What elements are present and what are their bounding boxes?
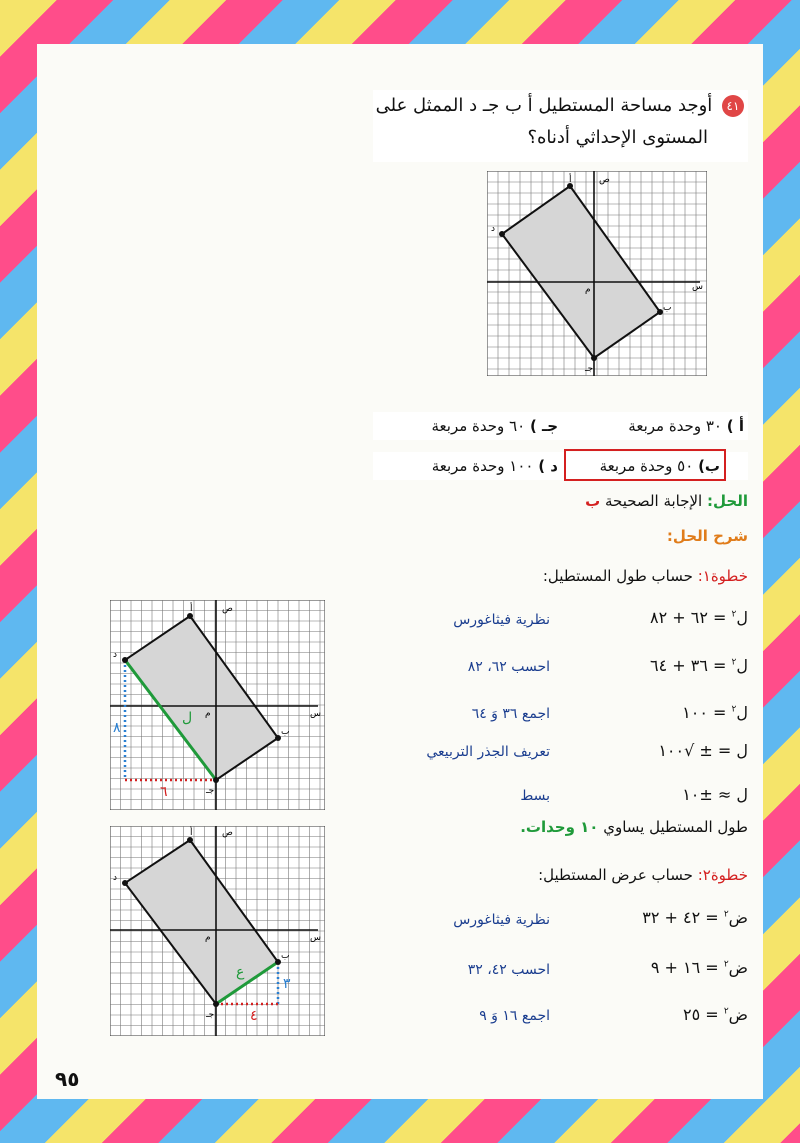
- step2-label: خطوة٢:: [697, 866, 748, 884]
- step1-heading: [543, 567, 748, 585]
- step1-reason1: نظرية فيثاغورس: [453, 612, 550, 628]
- step2-title: حساب عرض المستطيل:: [538, 866, 693, 884]
- label-x-axis: س: [692, 282, 703, 292]
- length-label: ل: [182, 710, 193, 726]
- option-j-letter: جـ ): [529, 417, 558, 435]
- step1-label: خطوة١:: [697, 567, 748, 585]
- svg-text:س: س: [310, 933, 321, 943]
- option-b-text: ٥٠ وحدة مربعة: [599, 457, 694, 475]
- solution-answer: ب: [585, 492, 601, 510]
- solution-label: الحل:: [707, 492, 748, 510]
- option-a[interactable]: [628, 412, 744, 440]
- option-d-text: ١٠٠ وحدة مربعة: [431, 457, 534, 475]
- page-number: ٩٥: [55, 1067, 80, 1091]
- solution-line: [585, 492, 748, 510]
- svg-text:جـ: جـ: [206, 786, 215, 796]
- step2-reason1: نظرية فيثاغورس: [453, 912, 550, 928]
- label-j: جـ: [585, 364, 594, 374]
- svg-text:س: س: [310, 709, 321, 719]
- step1-eq5: ل ≈ ±١٠: [682, 785, 748, 804]
- label-b: ب: [663, 303, 672, 313]
- main-coordinate-graph: [487, 171, 707, 376]
- step1-title: حساب طول المستطيل:: [542, 567, 693, 585]
- step2-eq2: ض$^٢$ = ١٦ + ٩: [650, 958, 748, 977]
- label-a: أ: [569, 175, 572, 185]
- option-j[interactable]: [432, 412, 558, 440]
- svg-text:م: م: [205, 933, 211, 943]
- option-j-text: ٦٠ وحدة مربعة: [431, 417, 526, 435]
- svg-text:جـ: جـ: [206, 1010, 215, 1020]
- step2-heading: [538, 866, 748, 884]
- svg-text:ب: ب: [281, 727, 290, 737]
- six-label: ٦: [160, 784, 168, 800]
- option-a-text: ٣٠ وحدة مربعة: [628, 417, 722, 435]
- svg-text:ص: ص: [222, 604, 233, 614]
- step2-eq3: ض$^٢$ = ٢٥: [683, 1005, 748, 1024]
- options-row-2: [373, 452, 748, 480]
- step2-reason3: اجمع ١٦ وَ ٩: [479, 1008, 550, 1024]
- step1-conclusion: طول المستطيل يساوي ١٠ وحدات.: [520, 818, 748, 836]
- options-row-1: [373, 412, 748, 440]
- question-number-badge: ٤١: [722, 95, 744, 117]
- point-d: [499, 231, 505, 237]
- step1-reason5: بسط: [520, 788, 550, 804]
- step2-eq1: ض$^٢$ = ٤٢ + ٣٢: [642, 908, 748, 927]
- option-b-letter: ب): [698, 457, 720, 475]
- step1-eq2: ل$^٢$ = ٣٦ + ٦٤: [649, 656, 748, 675]
- svg-text:م: م: [205, 709, 211, 719]
- step2-reason2: احسب ٤٢، ٣٢: [467, 962, 550, 978]
- label-d: د: [491, 224, 496, 234]
- option-b[interactable]: [600, 452, 720, 480]
- svg-text:د: د: [113, 650, 118, 660]
- step1-eq1: ل$^٢$ = ٦٢ + ٨٢: [649, 608, 748, 627]
- question-box: [373, 90, 748, 162]
- step1-eq3: ل$^٢$ = ١٠٠: [682, 703, 748, 722]
- step1-eq4: ل = ± √١٠٠: [658, 741, 748, 760]
- step1-reason2: احسب ٦٢، ٨٢: [467, 659, 550, 675]
- step1-reason4: تعريف الجذر التربيعي: [426, 744, 550, 760]
- label-origin: م: [585, 285, 591, 295]
- point-j: [591, 355, 597, 361]
- three-label: ٣: [283, 976, 291, 992]
- step1-conclusion-value: ١٠ وحدات.: [520, 818, 599, 836]
- solution-text: الإجابة الصحيحة: [605, 492, 703, 510]
- four-label: ٤: [250, 1008, 258, 1024]
- question-line-1: أوجد مساحة المستطيل أ ب جـ د الممثل على: [375, 95, 713, 116]
- step1-reason3: اجمع ٣٦ وَ ٦٤: [471, 706, 550, 722]
- svg-text:أ: أ: [190, 604, 193, 614]
- length-diagram: [110, 600, 325, 810]
- svg-text:د: د: [113, 873, 118, 883]
- option-d-letter: د ): [538, 457, 558, 475]
- option-d[interactable]: [432, 452, 558, 480]
- option-a-letter: أ ): [726, 417, 744, 435]
- svg-text:أ: أ: [190, 828, 193, 838]
- width-label: ع: [236, 964, 245, 980]
- width-diagram: [110, 826, 325, 1036]
- svg-text:ب: ب: [281, 951, 290, 961]
- label-y-axis: ص: [599, 175, 610, 185]
- explanation-title: شرح الحل:: [666, 527, 748, 545]
- svg-text:ص: ص: [222, 828, 233, 838]
- question-line-2: المستوى الإحداثي أدناه؟: [527, 127, 708, 148]
- eight-label: ٨: [113, 720, 121, 736]
